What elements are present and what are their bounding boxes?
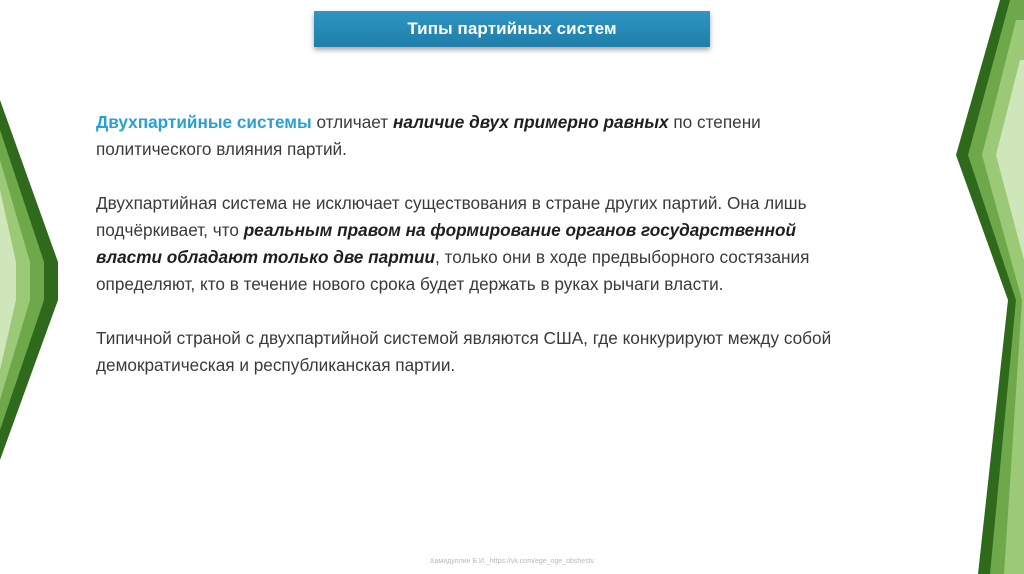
slide-title: Типы партийных систем xyxy=(407,19,617,38)
emphasis-text: наличие двух примерно равных xyxy=(392,112,669,132)
text-segment: , только они в ходе предвыборного состязания определяют, кто в течение нового срока будет держать в руках рычаги власти. xyxy=(96,247,810,294)
footer-credit: Хамидуллин Б.И._https://vk.com/ege_oge_obshestv xyxy=(429,558,595,565)
term-highlight: Двухпартийные системы xyxy=(96,112,312,132)
emphasis-text: реальным правом на формирование органов государственной власти обладают только две партии xyxy=(96,220,796,267)
paragraph-two-party-explanation xyxy=(96,190,866,298)
text-segment: по степени политического влияния партий. xyxy=(96,112,761,159)
slide-content xyxy=(96,109,866,406)
paragraph-usa-example: Типичной страной с двухпартийной системой являются США, где конкурируют между собой демократическая и республиканская партии. xyxy=(96,328,832,375)
title-banner xyxy=(314,11,710,47)
paragraph-two-party-definition xyxy=(96,109,866,163)
text-segment: Двухпартийная система не исключает существования в стране других партий. Она лишь подчёркивает, что xyxy=(96,193,807,240)
text-segment: отличает xyxy=(311,112,393,132)
